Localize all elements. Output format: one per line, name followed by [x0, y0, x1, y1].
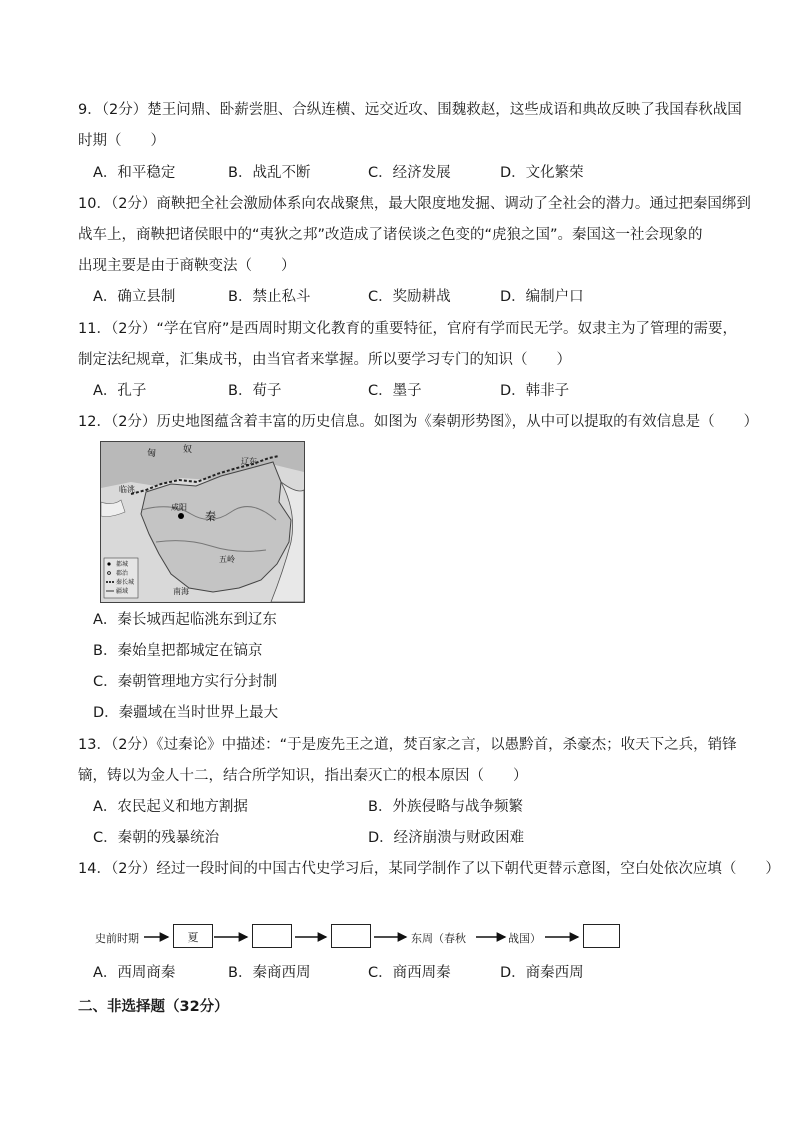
- flow-blank-box-3: [583, 924, 620, 948]
- q13-stem-line1: 13．（2分）《过秦论》中描述：“于是废先王之道，焚百家之言，以愚黔首，杀豪杰；收天下之兵，销锋: [78, 737, 737, 753]
- map-label-nanhai: 南海: [173, 587, 189, 596]
- q13-stem-line2: 镝，铸以为金人十二，结合所学知识，指出秦灭亡的根本原因（ ）: [78, 768, 528, 784]
- q13-option-c: C．秦朝的残暴统治: [93, 830, 220, 846]
- q14-option-b: B．秦商西周: [228, 965, 311, 981]
- q13-option-b: B．外族侵略与战争频繁: [368, 799, 523, 815]
- q14-stem-line1: 14．（2分）经过一段时间的中国古代史学习后，某同学制作了以下朝代更替示意图，空白处依次应填（ ）: [78, 861, 780, 877]
- q11-stem-line2: 制定法纪规章，汇集成书，由当官者来掌握。所以要学习专门的知识（ ）: [78, 352, 571, 368]
- q11-option-d: D．韩非子: [500, 383, 570, 399]
- q9-option-d: D．文化繁荣: [500, 165, 584, 181]
- map-label-lintao: 临洮: [119, 485, 135, 494]
- q10-stem-line1: 10．（2分）商鞅把全社会激励体系向农战聚焦，最大限度地发掘、调动了全社会的潜力。通过把秦国绑到: [78, 196, 751, 212]
- q14-option-a: A．西周商秦: [93, 965, 176, 981]
- section-2-heading: 二、非选择题（32分）: [78, 999, 229, 1015]
- map-label-nu: 奴: [183, 445, 193, 455]
- q12-option-b: B．秦始皇把都城定在镐京: [93, 643, 263, 659]
- q13-option-a: A．农民起义和地方割据: [93, 799, 248, 815]
- qin-dynasty-map: [100, 441, 305, 603]
- flow-east-zhou-label: 东周（春秋: [411, 932, 466, 945]
- q10-option-b: B．禁止私斗: [228, 289, 311, 305]
- q9-stem-line1: 9．（2分）楚王问鼎、卧薪尝胆、合纵连横、远交近攻、围魏救赵，这些成语和典故反映了我国春秋战国: [78, 102, 742, 118]
- map-label-wuling: 五岭: [219, 555, 235, 564]
- flow-blank-box-1: [252, 924, 292, 948]
- q14-option-d: D．商秦西周: [500, 965, 584, 981]
- map-legend-2: 郡治: [116, 570, 129, 577]
- map-label-qin: 秦: [205, 510, 216, 523]
- map-label-xianyang: 咸阳: [171, 503, 187, 512]
- flow-warring-label: 战国）: [508, 932, 541, 945]
- q12-option-a: A．秦长城西起临洮东到辽东: [93, 612, 277, 628]
- qin-map-svg: [101, 442, 304, 602]
- flow-box-xia-label: 夏: [187, 931, 199, 944]
- flow-start-label: 史前时期: [95, 932, 139, 945]
- q10-option-c: C．奖励耕战: [368, 289, 451, 305]
- flow-box-xia: [173, 924, 213, 948]
- map-label-liaodong: 辽东: [241, 457, 257, 466]
- q10-stem-line2: 战车上，商鞅把诸侯眼中的“夷狄之邦”改造成了诸侯谈之色变的“虎狼之国”。秦国这一社会现象的: [78, 227, 703, 243]
- map-legend-4: 疆域: [116, 588, 129, 595]
- q12-option-c: C．秦朝管理地方实行分封制: [93, 674, 278, 690]
- q12-option-d: D．秦疆域在当时世界上最大: [93, 705, 279, 721]
- q14-option-c: C．商西周秦: [368, 965, 451, 981]
- q12-stem-line1: 12．（2分）历史地图蕴含着丰富的历史信息。如图为《秦朝形势图》，从中可以提取的有效信息是（ ）: [78, 414, 759, 430]
- q11-option-b: B．荀子: [228, 383, 282, 399]
- q9-stem-line2: 时期（ ）: [78, 133, 165, 149]
- map-legend-3: 秦长城: [116, 579, 135, 586]
- q11-stem-line1: 11．（2分）“学在官府”是西周时期文化教育的重要特征，官府有学而民无学。奴隶主为了管理的需要，: [78, 321, 737, 337]
- q13-option-d: D．经济崩溃与财政困难: [368, 830, 525, 846]
- q10-stem-line3: 出现主要是由于商鞅变法（ ）: [78, 258, 296, 274]
- map-label-xiongnu: 匈: [147, 449, 157, 459]
- q11-option-a: A．孔子: [93, 383, 147, 399]
- flow-blank-box-2: [331, 924, 371, 948]
- q9-option-c: C．经济发展: [368, 165, 451, 181]
- q10-option-a: A．确立县制: [93, 289, 176, 305]
- q10-option-d: D．编制户口: [500, 289, 584, 305]
- q11-option-c: C．墨子: [368, 383, 422, 399]
- map-legend-1: 都城: [116, 561, 129, 568]
- q9-option-a: A．和平稳定: [93, 165, 176, 181]
- dynasty-flow-diagram: [0, 924, 794, 950]
- q9-option-b: B．战乱不断: [228, 165, 311, 181]
